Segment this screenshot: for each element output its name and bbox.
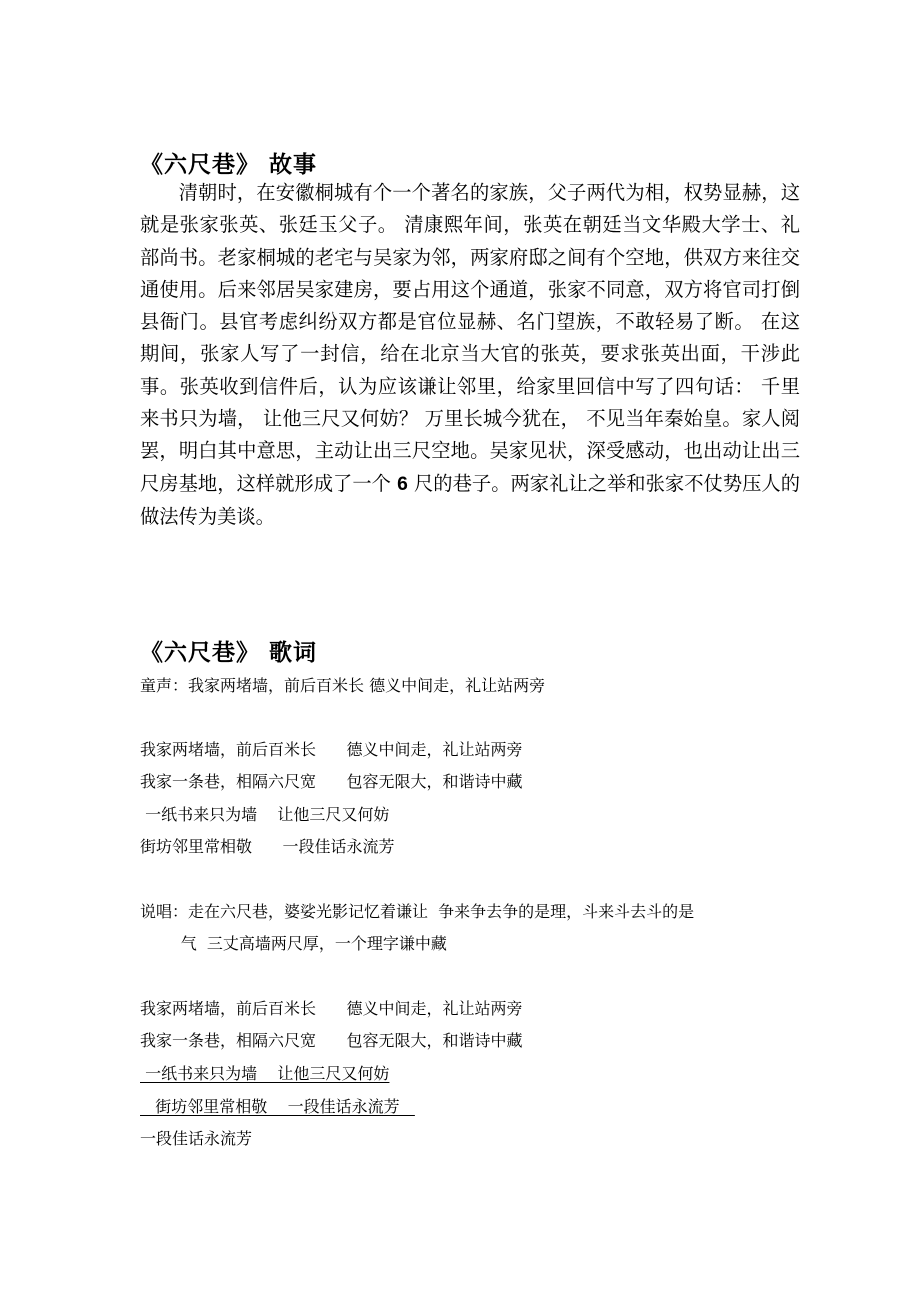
lyric-line: 我家两堵墙，前后百米长 德义中间走，礼让站两旁 <box>140 999 523 1018</box>
rap-line-continued: 气 三丈高墙两尺厚，一个理字谦中藏 <box>140 934 447 953</box>
story-paragraph <box>140 177 800 533</box>
lyrics-heading: 《六尺巷》 歌词 <box>140 640 318 666</box>
lyric-line: 我家一条巷，相隔六尺宽 包容无限大，和谐诗中藏 <box>140 1031 523 1050</box>
lyric-line: 我家两堵墙，前后百米长 德义中间走，礼让站两旁 <box>140 740 523 759</box>
lyric-line: 我家一条巷，相隔六尺宽 包容无限大，和谐诗中藏 <box>140 772 523 791</box>
lyric-line: 一纸书来只为墙 让他三尺又何妨 <box>140 805 390 824</box>
lyric-line-underlined: 一纸书来只为墙 让他三尺又何妨 <box>140 1064 390 1083</box>
story-number: 6 <box>397 473 408 495</box>
story-text-part-2: 尺的巷子。两家礼让之举和张家不仗势压人的做法传为美谈。 <box>140 471 801 528</box>
lyric-line: 街坊邻里常相敬 一段佳话永流芳 <box>140 837 395 856</box>
story-text-part-1: 清朝时，在安徽桐城有个一个著名的家族，父子两代为相，权势显赫，这就是张家张英、张廷玉父子。 清康熙年间，张英在朝廷当文华殿大学士、礼部尚书。老家桐城的老宅与吴家为邻，两家府邸之间有个空地，供双方来往交通使用。后来邻居吴家建房，要占用这个通道，张家不同意，双方将官司打倒县衙门。县官考虑纠纷双方都是官位显赫、名门望族，不敢轻易了断。 在这期间，张家人写了一封信，给在北京当大官的张英，要求张英出面，干涉此事。张英收到信件后，认为应该谦让邻里，给家里回信中写了四句话： 千里来书只为墙， 让他三尺又何妨？ 万里长城今犹在， 不见当年秦始皇。家人阅罢，明白其中意思，主动让出三尺空地。吴家见状，深受感动，也出动让出三尺房基地，这样就形成了一个 <box>140 181 800 495</box>
lyric-line: 一段佳话永流芳 <box>140 1129 253 1148</box>
lyric-line-underlined: 街坊邻里常相敬 一段佳话永流芳 <box>140 1097 415 1116</box>
lyric-line: 童声：我家两堵墙，前后百米长 德义中间走，礼让站两旁 <box>140 676 546 695</box>
story-body <box>140 177 800 533</box>
rap-line: 说唱：走在六尺巷，婆娑光影记忆着谦让 争来争去争的是理，斗来斗去斗的是 <box>140 902 695 921</box>
story-heading: 《六尺巷》 故事 <box>140 152 318 178</box>
